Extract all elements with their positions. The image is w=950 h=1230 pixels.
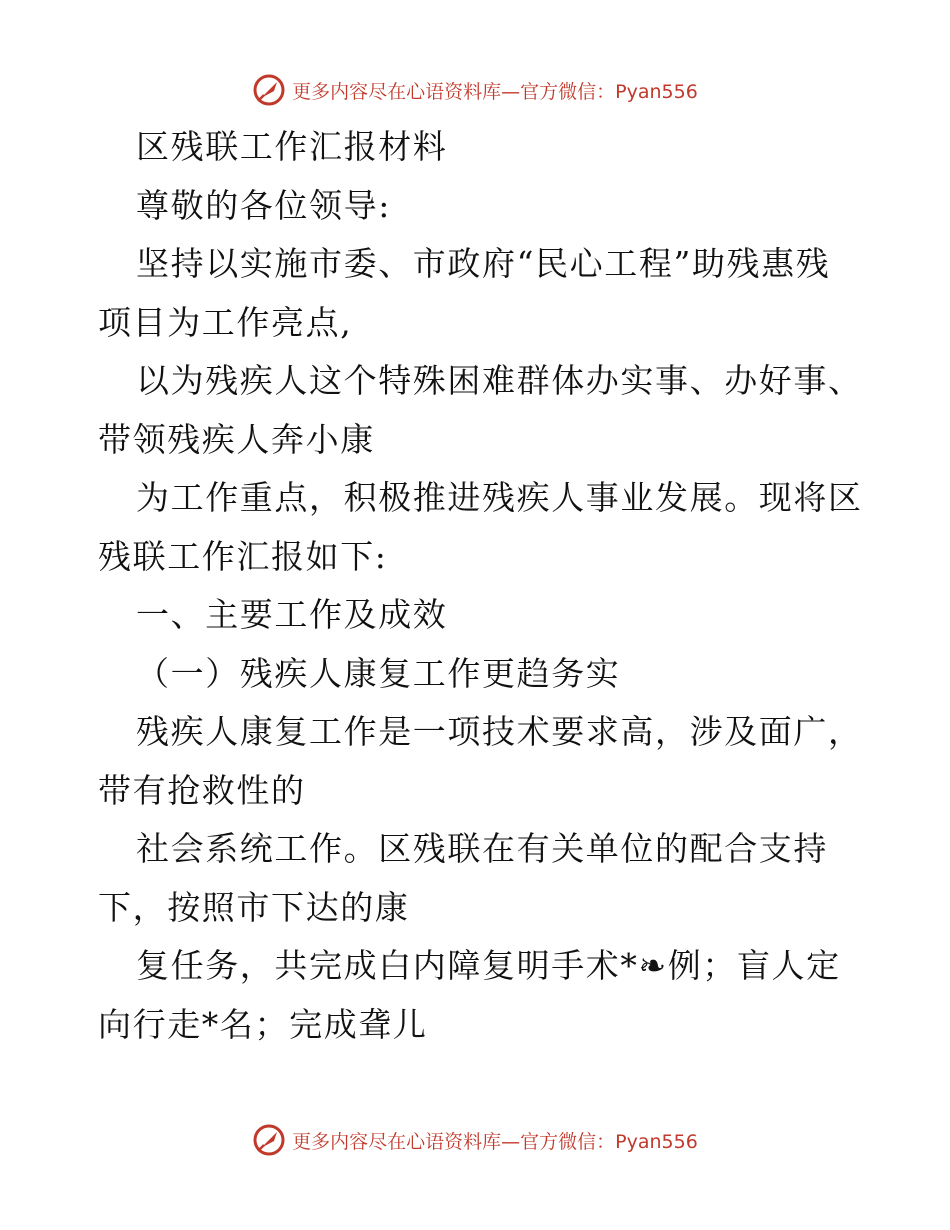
document-body — [98, 118, 863, 1054]
text-line: 残联工作汇报如下: — [98, 536, 388, 576]
quill-pen-logo-icon — [252, 73, 286, 107]
watermark-text: 更多内容尽在心语资料库—官方微信：Pyan556 — [292, 80, 698, 103]
text-line: 复任务，共完成白内障复明手术*❧例；盲人定 — [136, 946, 841, 985]
text-line: 下，按照市下达的康 — [98, 887, 410, 927]
text-line: 为工作重点，积极推进残疾人事业发展。现将区 — [136, 478, 863, 517]
text-line: 向行走*名；完成聋儿 — [98, 1004, 428, 1044]
text-line: 社会系统工作。区残联在有关单位的配合支持 — [136, 829, 828, 868]
text-line: 项目为工作亮点, — [98, 302, 353, 342]
text-line: 尊敬的各位领导: — [136, 185, 391, 225]
quill-pen-logo-icon — [252, 1123, 286, 1157]
text-line: 带有抢救性的 — [98, 770, 306, 810]
text-line: 以为残疾人这个特殊困难群体办实事、办好事、 — [136, 361, 863, 400]
footer-watermark — [0, 1123, 950, 1157]
text-line: 坚持以实施市委、市政府“民心工程”助残惠残 — [136, 244, 831, 283]
text-line: 一、主要工作及成效 — [136, 595, 448, 634]
text-line: 区残联工作汇报材料 — [136, 127, 448, 166]
text-line: （一）残疾人康复工作更趋务实 — [136, 653, 621, 693]
text-line: 残疾人康复工作是一项技术要求高，涉及面广， — [136, 712, 863, 751]
watermark-text: 更多内容尽在心语资料库—官方微信：Pyan556 — [292, 1130, 698, 1153]
text-line: 带领残疾人奔小康 — [98, 419, 375, 459]
header-watermark — [0, 73, 950, 107]
